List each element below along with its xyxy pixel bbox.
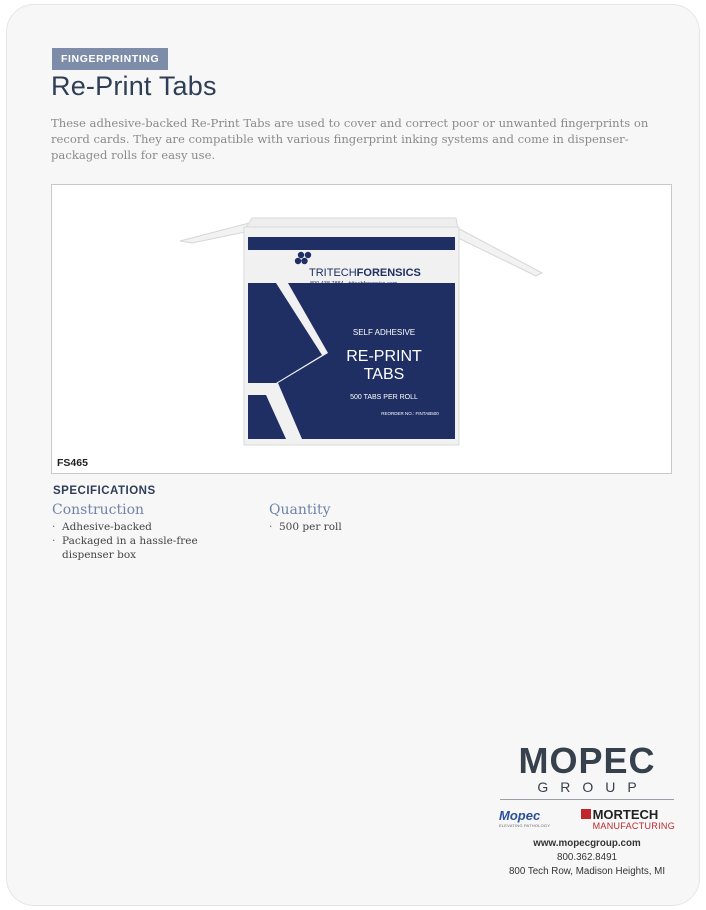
specifications-heading: SPECIFICATIONS (53, 485, 156, 497)
mopec-brand-tagline: ELEVATING PATHOLOGY (499, 823, 551, 828)
product-description: These adhesive-backed Re-Print Tabs are used to cover and correct poor or unwanted fingerprints on record cards. They are compatible with various fingerprint inking systems and come in dispenser-packaged rolls for easy use. (51, 116, 649, 162)
spec-column-construction (52, 502, 252, 562)
product-photo (51, 184, 672, 474)
box-line-self-adhesive: SELF ADHESIVE (352, 328, 416, 337)
mopec-group-label: GROUP (537, 779, 649, 795)
mopec-brand-name: Mopec (499, 808, 541, 823)
box-contact: 800.438.7884 · tritechforensics.com (310, 281, 398, 287)
phone-number: 800.362.8491 (557, 852, 617, 863)
box-top-band (248, 237, 455, 250)
box-logo-dot (305, 252, 311, 258)
tape-strip-right (452, 225, 542, 276)
spec-column-quantity (269, 502, 469, 534)
spec-title: Construction (52, 502, 145, 518)
page-title: Re-Print Tabs (51, 71, 217, 101)
contact-info (497, 837, 677, 879)
divider (500, 799, 674, 800)
box-logo-dot (298, 252, 304, 258)
box-logo-dot (295, 258, 301, 264)
box-reorder: REORDER NO.: FINTAB500 (381, 411, 439, 416)
address: 800 Tech Row, Madison Heights, MI (508, 866, 666, 877)
spec-list (269, 520, 469, 534)
company-footer (497, 740, 677, 879)
box-brand: TRITECHFORENSICS (309, 267, 421, 279)
spec-item: · Packaged in a hassle-free dispenser box (52, 534, 252, 562)
box-logo-dot (301, 258, 307, 264)
product-sheet (6, 4, 700, 906)
product-sku: FS465 (57, 457, 88, 469)
mortech-mark-icon (581, 809, 591, 819)
mortech-brand-name: MORTECH (592, 807, 659, 822)
mopec-brand-logo (499, 808, 550, 828)
product-box-illustration (52, 185, 673, 475)
spec-item: · 500 per roll (269, 520, 469, 534)
brand-logos (497, 808, 677, 831)
box-line-tabs: TABS (363, 366, 405, 383)
website-link[interactable]: www.mopecgroup.com (533, 838, 641, 849)
spec-title: Quantity (269, 502, 331, 518)
category-badge: FINGERPRINTING (52, 48, 168, 70)
box-line-500-tabs: 500 TABS PER ROLL (350, 394, 418, 401)
mortech-brand-sub: MANUFACTURING (592, 821, 675, 831)
box-line-re-print: RE-PRINT (346, 348, 422, 365)
mopec-logo: MOPEC (518, 740, 656, 781)
spec-item: · Adhesive-backed (52, 520, 252, 534)
spec-list (52, 520, 252, 562)
mortech-brand-logo (581, 808, 675, 831)
